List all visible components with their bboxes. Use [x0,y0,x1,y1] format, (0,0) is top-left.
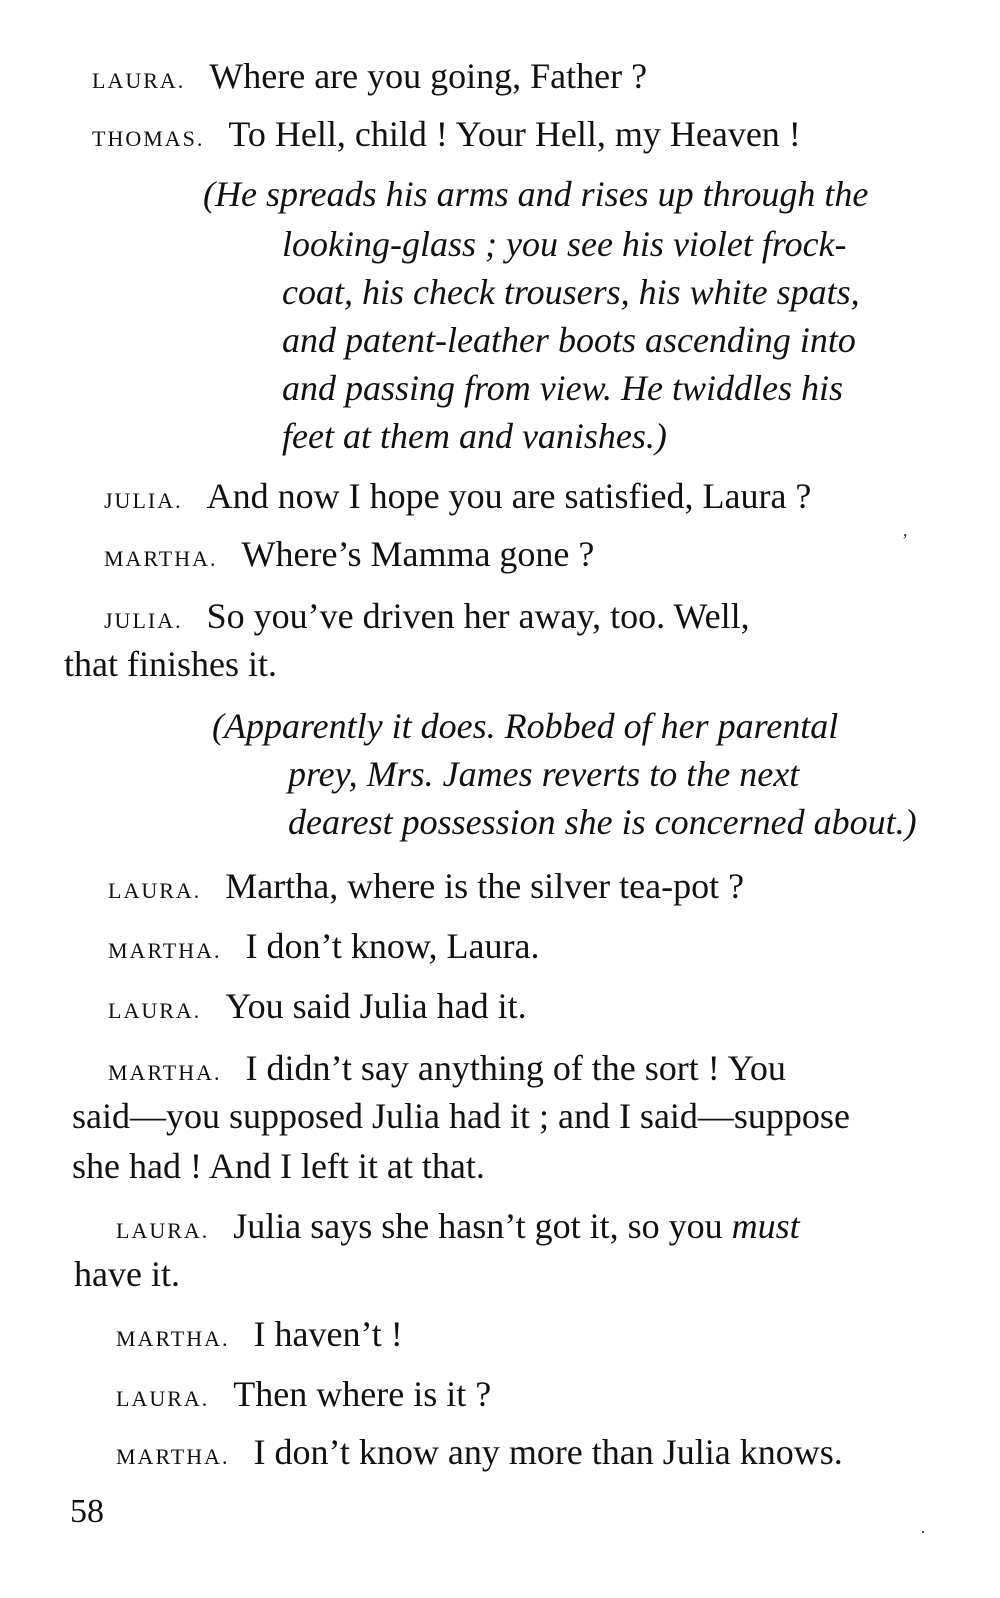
speaker-name: THOMAS. [92,126,205,151]
stage-direction-line: and passing from view. He twiddles his [282,368,843,408]
dialogue-continuation: that finishes it. [64,644,277,684]
dialogue-text: Where are you going, Father ? [209,56,648,96]
speaker-name: LAURA. [116,1218,210,1243]
dialogue-line [108,1046,1000,1095]
dialogue-text: I don’t know, Laura. [245,926,540,966]
speaker-name: LAURA. [108,998,202,1023]
dialogue-text: So you’ve driven her away, too. Well, [206,596,750,636]
stage-direction-line: looking-glass ; you see his violet frock- [282,224,847,264]
stage-direction-line: and patent-leather boots ascending into [282,320,856,360]
dialogue-line [92,54,1000,103]
speaker-name: MARTHA. [108,938,222,963]
stage-direction-line: prey, Mrs. James reverts to the next [288,754,800,794]
dialogue-text: Where’s Mamma gone ? [241,534,595,574]
speaker-name: MARTHA. [116,1444,230,1469]
dialogue-text: I haven’t ! [253,1314,403,1354]
speaker-name: JULIA. [104,488,183,513]
dialogue-continuation: she had ! And I left it at that. [72,1146,485,1186]
dialogue-text: Julia says she hasn’t got it, so you [233,1206,723,1246]
dialogue-text: You said Julia had it. [225,986,527,1026]
stage-direction-line: (Apparently it does. Robbed of her parental [212,706,839,746]
speaker-name: LAURA. [108,878,202,903]
dialogue-line [108,924,1000,973]
dialogue-line [116,1312,1000,1361]
dialogue-line [104,474,1000,523]
dialogue-text: I didn’t say anything of the sort ! You [245,1048,786,1088]
dialogue-text: Then where is it ? [233,1374,492,1414]
speaker-name: LAURA. [92,68,186,93]
dialogue-line [116,1204,1000,1253]
dialogue-line [108,864,1000,913]
stage-direction-line: dearest possession she is concerned about.) [288,802,917,842]
speaker-name: LAURA. [116,1386,210,1411]
speaker-name: MARTHA. [116,1326,230,1351]
dialogue-continuation: have it. [74,1254,180,1294]
emphasis-text: must [731,1206,800,1246]
dialogue-line [92,112,1000,161]
stage-direction-line: feet at them and vanishes.) [282,416,667,456]
stray-mark: · [920,1522,926,1542]
stray-mark: ʼ [902,530,908,550]
stage-direction-line: coat, his check trousers, his white spats, [282,272,860,312]
page-number: 58 [70,1493,104,1530]
dialogue-text: And now I hope you are satisfied, Laura ? [206,476,812,516]
dialogue-text: To Hell, child ! Your Hell, my Heaven ! [228,114,801,154]
dialogue-line [116,1372,1000,1421]
dialogue-line [104,532,1000,581]
speaker-name: JULIA. [104,608,183,633]
speaker-name: MARTHA. [108,1060,222,1085]
stage-direction-line: (He spreads his arms and rises up through the [203,174,869,214]
dialogue-line [104,594,1000,643]
dialogue-text: Martha, where is the silver tea-pot ? [225,866,745,906]
dialogue-continuation: said—you supposed Julia had it ; and I said—suppose [72,1096,850,1136]
speaker-name: MARTHA. [104,546,218,571]
dialogue-line [108,984,1000,1033]
dialogue-line [116,1430,1000,1479]
dialogue-text: I don’t know any more than Julia knows. [253,1432,843,1472]
